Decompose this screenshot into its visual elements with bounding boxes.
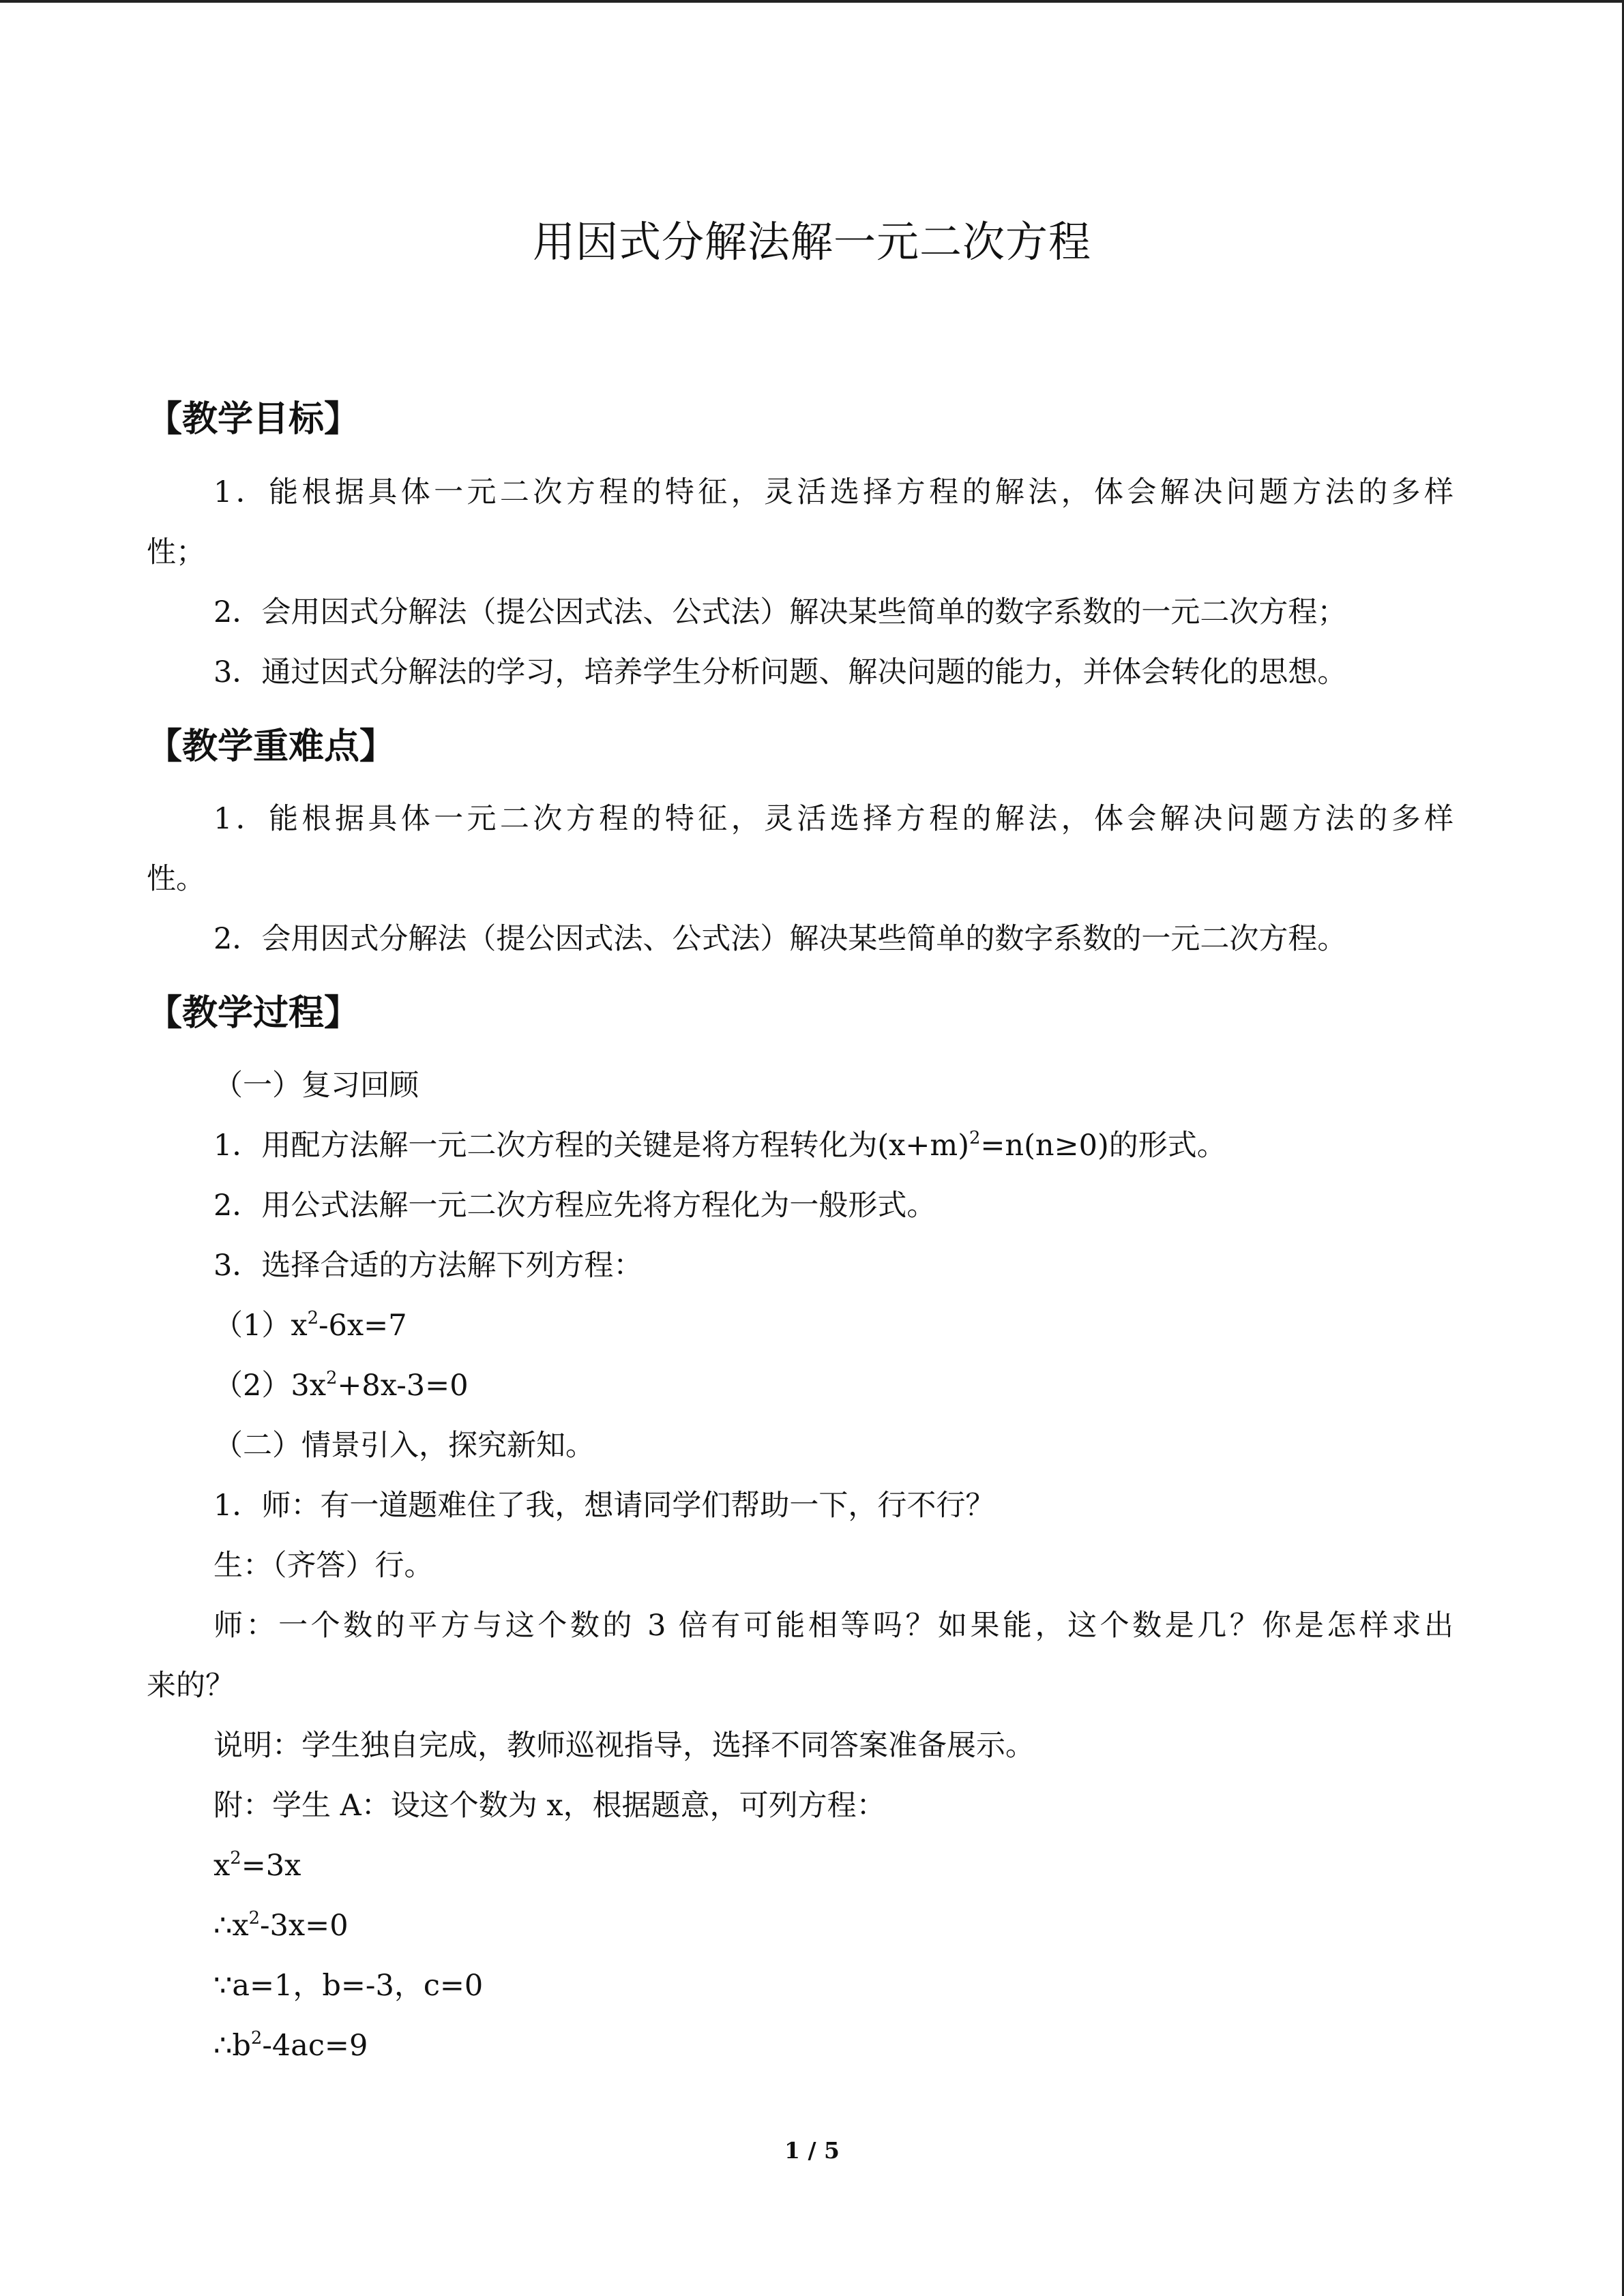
- dialog-teacher-1: 1．师：有一道题难住了我，想请同学们帮助一下，行不行？: [213, 1489, 995, 1523]
- goal-item-1: 1．能根据具体一元二次方程的特征，灵活选择方程的解法，体会解决问题方法的多样: [213, 475, 1453, 509]
- page-border-top: [0, 0, 1624, 3]
- equation-1: $(1)x^2-6x=7$: [213, 1308, 407, 1343]
- review-title: （一）复习回顾: [213, 1069, 419, 1103]
- page-title: 用因式分解法解一元二次方程: [532, 217, 1091, 267]
- solution-step-1: $x^2=3x$: [213, 1848, 301, 1883]
- section-heading-key-points: 【教学重难点】: [147, 726, 396, 767]
- review-item-3: 3．选择合适的方法解下列方程：: [213, 1249, 643, 1283]
- review-item-1: 1．用配方法解一元二次方程的关键是将方程转化为$(x+m)^2=n(n\ge 0)$的形式。: [213, 1128, 1226, 1163]
- dialog-teacher-2-cont: 来的？: [147, 1669, 235, 1703]
- solution-step-3: ∵a=1，b=-3，c=0: [213, 1969, 484, 2003]
- dialog-teacher-2: 师：一个数的平方与这个数的 3 倍有可能相等吗？如果能，这个数是几？你是怎样求出: [213, 1609, 1453, 1643]
- section-heading-process: 【教学过程】: [147, 993, 360, 1034]
- note: 说明：学生独自完成，教师巡视指导，选择不同答案准备展示。: [213, 1729, 1035, 1763]
- solution-step-4: $\therefore b^2-4ac=9$: [213, 2028, 368, 2063]
- review-item-2: 2．用公式法解一元二次方程应先将方程化为一般形式。: [213, 1189, 936, 1223]
- section-heading-goals: 【教学目标】: [147, 399, 360, 440]
- goal-item-1-cont: 性；: [147, 535, 205, 569]
- goal-item-2: 2．会用因式分解法（提公因式法、公式法）解决某些简单的数字系数的一元二次方程；: [213, 595, 1347, 629]
- student-a-intro: 附：学生 A：设这个数为 x，根据题意，可列方程：: [213, 1789, 886, 1823]
- intro-title: （二）情景引入，探究新知。: [213, 1429, 595, 1463]
- key-point-item-1-cont: 性。: [147, 862, 205, 896]
- goal-item-3: 3．通过因式分解法的学习，培养学生分析问题、解决问题的能力，并体会转化的思想。: [213, 655, 1347, 689]
- equation-2: $(2)3x^2+8x-3=0$: [213, 1368, 469, 1403]
- solution-step-2: $\therefore x^2-3x=0$: [213, 1908, 349, 1943]
- page-indicator: 1 / 5: [784, 2137, 840, 2164]
- dialog-students: 生：（齐答）行。: [213, 1549, 434, 1583]
- key-point-item-1: 1．能根据具体一元二次方程的特征，灵活选择方程的解法，体会解决问题方法的多样: [213, 802, 1453, 836]
- key-point-item-2: 2．会用因式分解法（提公因式法、公式法）解决某些简单的数字系数的一元二次方程。: [213, 922, 1347, 956]
